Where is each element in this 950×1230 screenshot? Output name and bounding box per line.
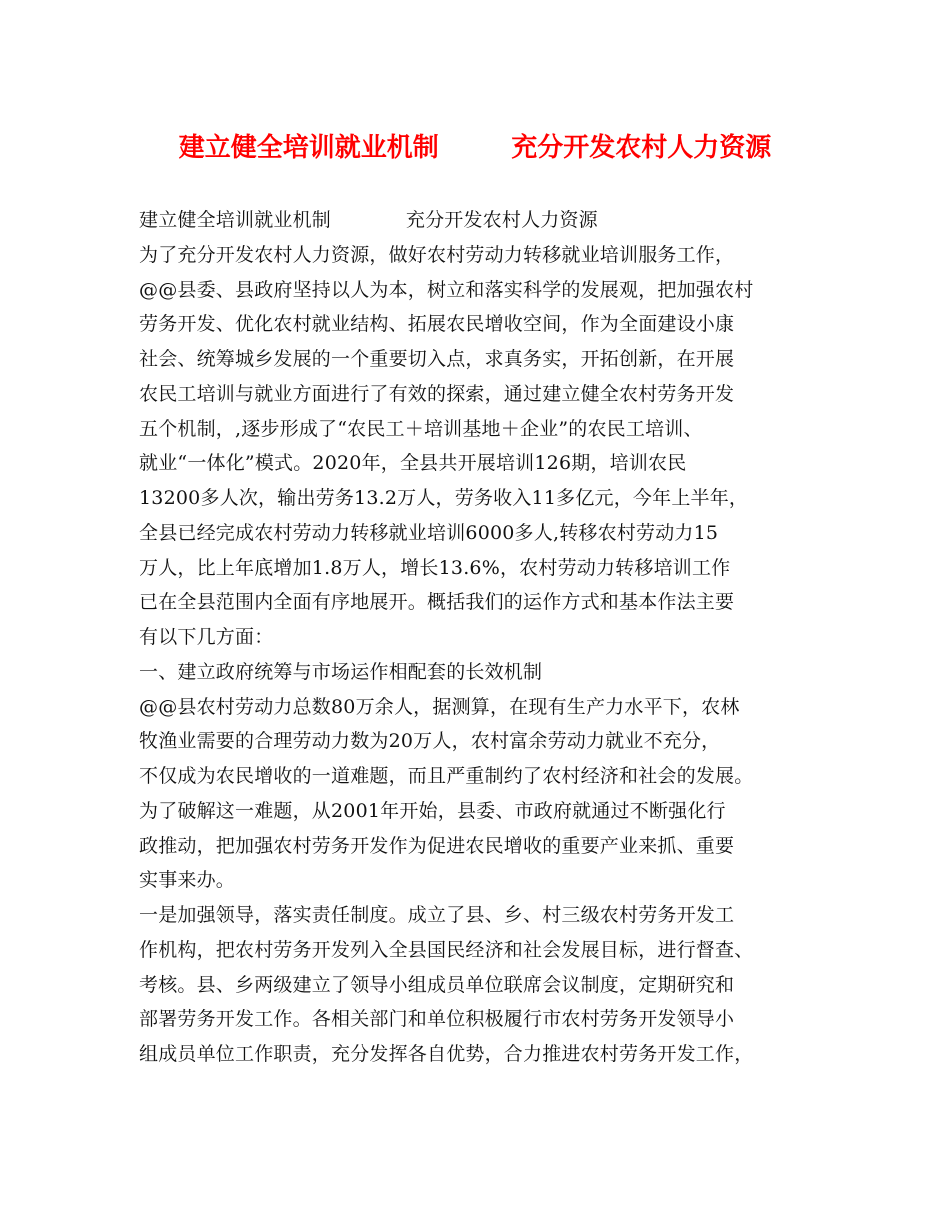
- document-body: [139, 203, 829, 1072]
- body-line: 就业“一体化”模式。2020年，全县共开展培训126期，培训农民: [139, 452, 687, 475]
- body-line: 五个机制，,逐步形成了“农民工＋培训基地＋企业”的农民工培训、: [139, 417, 703, 440]
- section-heading: 一、建立政府统筹与市场运作相配套的长效机制: [139, 660, 543, 683]
- document-title: 建立健全培训就业机制 充分开发农村人力资源: [178, 133, 772, 163]
- body-line: 劳务开发、优化农村就业结构、拓展农民增收空间，作为全面建设小康: [139, 313, 735, 336]
- body-line: 一是加强领导，落实责任制度。成立了县、乡、村三级农村劳务开发工: [139, 904, 735, 926]
- body-line: 全县已经完成农村劳动力转移就业培训6000多人,转移农村劳动力15: [139, 521, 719, 544]
- body-line: 组成员单位工作职责，充分发挥各自优势，合力推进农村劳务开发工作，: [139, 1043, 754, 1065]
- body-line: 政推动，把加强农村劳务开发作为促进农民增收的重要产业来抓、重要: [139, 834, 735, 857]
- body-line: 为了充分开发农村人力资源，做好农村劳动力转移就业培训服务工作，: [139, 243, 735, 266]
- body-line: 作机构，把农村劳务开发列入全县国民经济和社会发展目标，进行督查、: [139, 938, 754, 961]
- body-line: @@县农村劳动力总数80万余人，据测算，在现有生产力水平下，农林: [139, 695, 740, 718]
- body-line: 不仅成为农民增收的一道难题，而且严重制约了农村经济和社会的发展。: [139, 765, 754, 787]
- body-line: 建立健全培训就业机制 充分开发农村人力资源: [139, 209, 598, 231]
- body-line: @@县委、县政府坚持以人为本，树立和落实科学的发展观，把加强农村: [139, 278, 754, 301]
- body-line: 万人，比上年底增加1.8万人，增长13.6%，农村劳动力转移培训工作: [139, 556, 731, 579]
- body-line: 有以下几方面：: [139, 626, 274, 648]
- body-line: 农民工培训与就业方面进行了有效的探索，通过建立健全农村劳务开发: [139, 382, 735, 405]
- body-line: 实事来办。: [139, 869, 236, 892]
- body-line: 牧渔业需要的合理劳动力数为20万人，农村富余劳动力就业不充分，: [139, 730, 721, 753]
- body-line: 已在全县范围内全面有序地展开。概括我们的运作方式和基本作法主要: [139, 591, 735, 614]
- body-line: 考核。县、乡两级建立了领导小组成员单位联席会议制度，定期研究和: [139, 973, 735, 996]
- body-line: 社会、统筹城乡发展的一个重要切入点，求真务实，开拓创新，在开展: [139, 348, 735, 370]
- body-line: 13200多人次，输出劳务13.2万人，劳务收入11多亿元，今年上半年，: [139, 487, 749, 509]
- body-line: 部署劳务开发工作。各相关部门和单位积极履行市农村劳务开发领导小: [139, 1008, 735, 1031]
- body-line: 为了破解这一难题，从2001年开始，县委、市政府就通过不断强化行: [139, 799, 726, 822]
